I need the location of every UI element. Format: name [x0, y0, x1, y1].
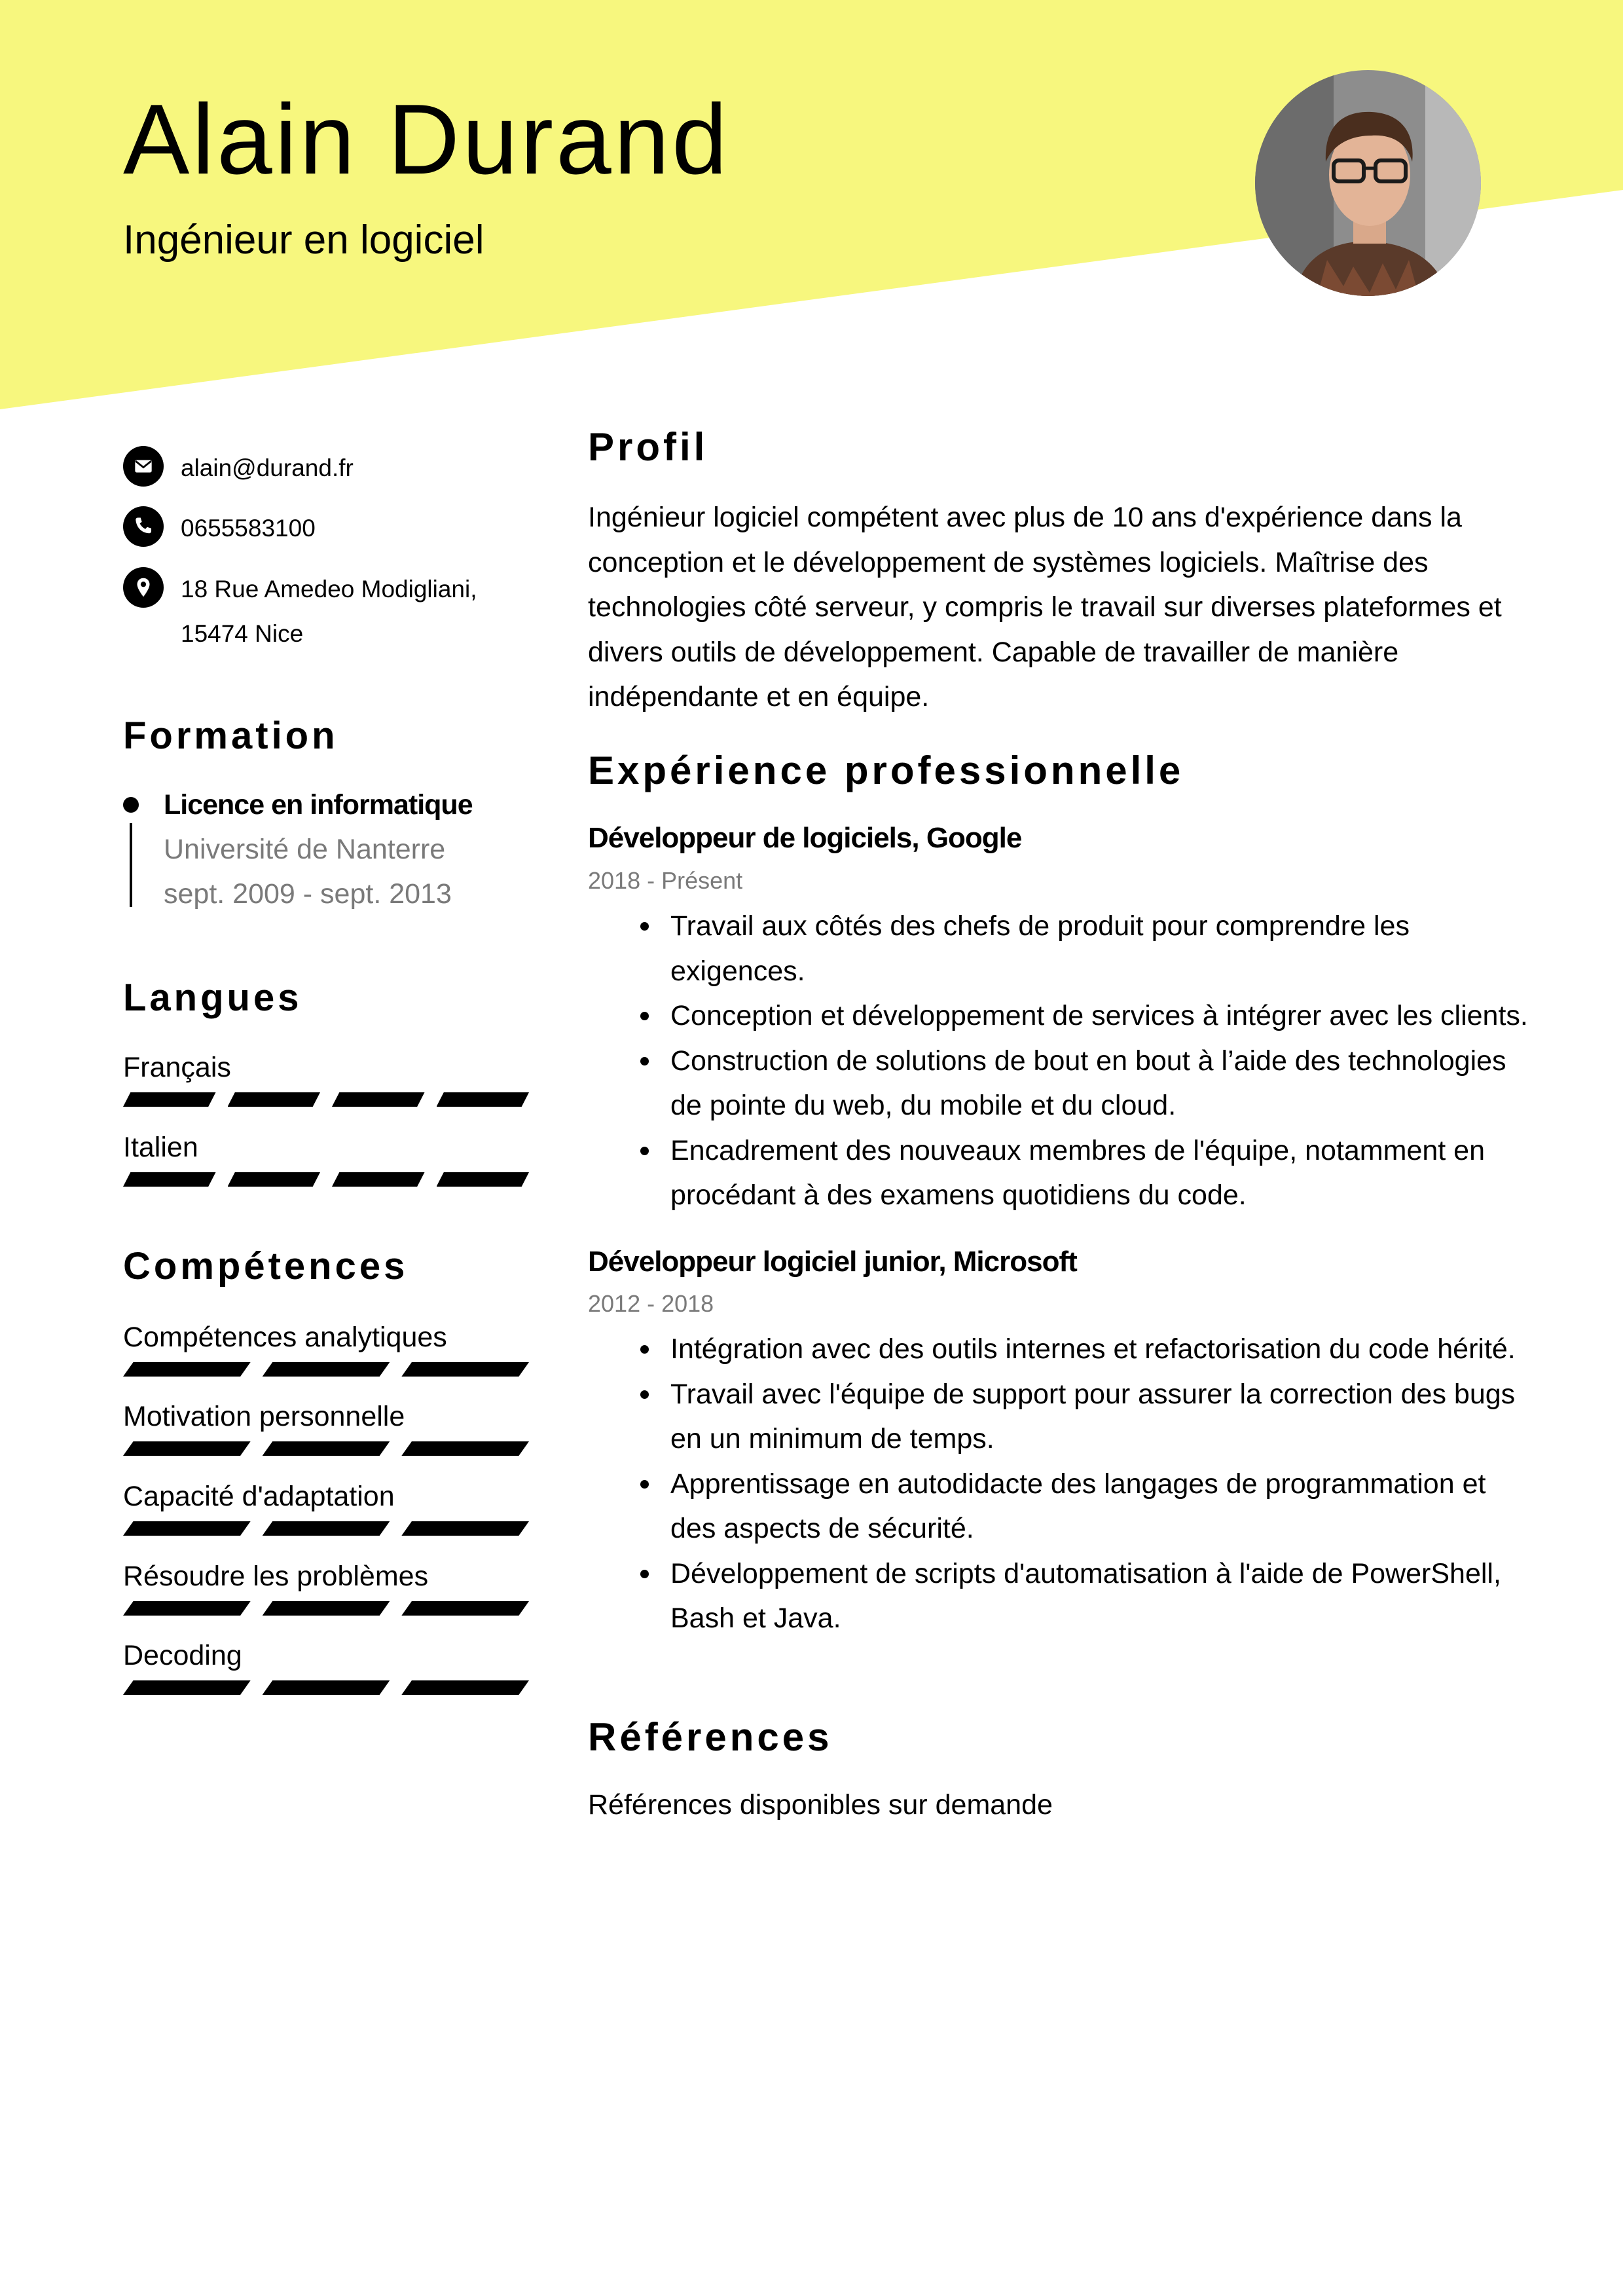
- level-bar: [123, 1601, 536, 1617]
- level-segment: [401, 1362, 529, 1377]
- job-dates: 2012 - 2018: [588, 1290, 714, 1317]
- skill-label: Decoding: [123, 1640, 242, 1671]
- level-segment: [437, 1092, 530, 1107]
- bullet-item: Apprentissage en autodidacte des langages de programmation et des aspects de sécurité.: [588, 1462, 1537, 1551]
- bullet-item: Travail avec l'équipe de support pour assurer la correction des bugs en un minimum de temps.: [588, 1372, 1537, 1462]
- envelope-icon: [123, 446, 164, 487]
- job-bullets: [588, 1327, 1537, 1641]
- degree-title: Licence en informatique: [164, 789, 473, 821]
- level-segment: [332, 1172, 425, 1187]
- bullet-item: Travail aux côtés des chefs de produit pour comprendre les exigences.: [588, 904, 1537, 993]
- level-segment: [123, 1441, 251, 1456]
- location-pin-icon: [123, 567, 164, 608]
- address-line-1: 18 Rue Amedeo Modigliani,: [181, 576, 477, 602]
- candidate-name: Alain Durand: [123, 84, 730, 195]
- bullet-item: Construction de solutions de bout en bout à l’aide des technologies de pointe du web, du mobile et du cloud.: [588, 1039, 1537, 1128]
- level-segment: [123, 1092, 216, 1107]
- skill-item: [123, 1318, 536, 1378]
- timeline-dot: [123, 797, 139, 813]
- job-title: Ingénieur en logiciel: [123, 217, 484, 263]
- level-segment: [263, 1441, 390, 1456]
- level-segment: [123, 1521, 251, 1536]
- level-bar: [123, 1441, 536, 1457]
- skill-item: [123, 1636, 536, 1696]
- job-dates: 2018 - Présent: [588, 867, 743, 894]
- skill-label: Compétences analytiques: [123, 1322, 447, 1353]
- profil-text: Ingénieur logiciel compétent avec plus de 10 ans d'expérience dans la conception et le développement de systèmes logiciels. Maîtrise des technologies côté serveur, y compris le travail sur diverses plateformes et divers outils de développement. Capable de travailler de manière indépendante et en équipe.: [588, 502, 1502, 713]
- level-segment: [332, 1092, 425, 1107]
- level-segment: [263, 1601, 390, 1616]
- level-bar: [123, 1362, 536, 1378]
- portrait-photo: [1255, 70, 1481, 296]
- level-segment: [401, 1521, 529, 1536]
- language-label: Français: [123, 1052, 231, 1083]
- references-heading: Références: [588, 1715, 833, 1759]
- education-dates: sept. 2009 - sept. 2013: [164, 878, 452, 910]
- level-segment: [228, 1172, 321, 1187]
- email-text[interactable]: alain@durand.fr: [181, 454, 354, 481]
- bullet-item: Intégration avec des outils internes et refactorisation du code hérité.: [588, 1327, 1537, 1372]
- address-text: [181, 567, 521, 656]
- level-bar: [123, 1172, 536, 1188]
- skill-label: Résoudre les problèmes: [123, 1561, 429, 1592]
- level-segment: [401, 1601, 529, 1616]
- contact-phone: [123, 506, 521, 551]
- language-item: [123, 1048, 536, 1108]
- level-segment: [401, 1441, 529, 1456]
- profil-heading: Profil: [588, 425, 708, 469]
- level-bar: [123, 1680, 536, 1696]
- bullet-item: Encadrement des nouveaux membres de l'équipe, notamment en procédant à des examens quotidiens du code.: [588, 1128, 1537, 1218]
- level-segment: [123, 1172, 216, 1187]
- level-bar: [123, 1092, 536, 1108]
- address-line-2: 15474 Nice: [181, 620, 304, 647]
- level-segment: [263, 1362, 390, 1377]
- level-segment: [401, 1680, 529, 1695]
- bullet-item: Conception et développement de services à intégrer avec les clients.: [588, 993, 1537, 1039]
- school-name: Université de Nanterre: [164, 834, 446, 865]
- level-segment: [123, 1362, 251, 1377]
- job-title-microsoft: Développeur logiciel junior, Microsoft: [588, 1246, 1077, 1278]
- phone-text[interactable]: 0655583100: [181, 515, 316, 542]
- bullet-item: Développement de scripts d'automatisation à l'aide de PowerShell, Bash et Java.: [588, 1551, 1537, 1641]
- level-segment: [437, 1172, 530, 1187]
- language-item: [123, 1128, 536, 1188]
- references-text: Références disponibles sur demande: [588, 1789, 1053, 1821]
- contact-address: [123, 567, 521, 656]
- level-segment: [263, 1680, 390, 1695]
- language-label: Italien: [123, 1132, 198, 1163]
- phone-icon: [123, 506, 164, 547]
- langues-heading: Langues: [123, 976, 302, 1019]
- competences-heading: Compétences: [123, 1245, 409, 1287]
- experience-heading: Expérience professionnelle: [588, 749, 1184, 792]
- skill-item: [123, 1397, 536, 1457]
- level-bar: [123, 1521, 536, 1537]
- skill-label: Motivation personnelle: [123, 1401, 405, 1432]
- level-segment: [123, 1680, 251, 1695]
- contact-email: [123, 446, 521, 491]
- level-segment: [123, 1601, 251, 1616]
- skill-item: [123, 1557, 536, 1617]
- job-title-google: Développeur de logiciels, Google: [588, 822, 1022, 854]
- skill-item: [123, 1477, 536, 1537]
- timeline-line: [130, 823, 132, 907]
- level-segment: [263, 1521, 390, 1536]
- level-segment: [228, 1092, 321, 1107]
- job-bullets: [588, 904, 1537, 1218]
- skill-label: Capacité d'adaptation: [123, 1481, 395, 1512]
- formation-heading: Formation: [123, 714, 338, 757]
